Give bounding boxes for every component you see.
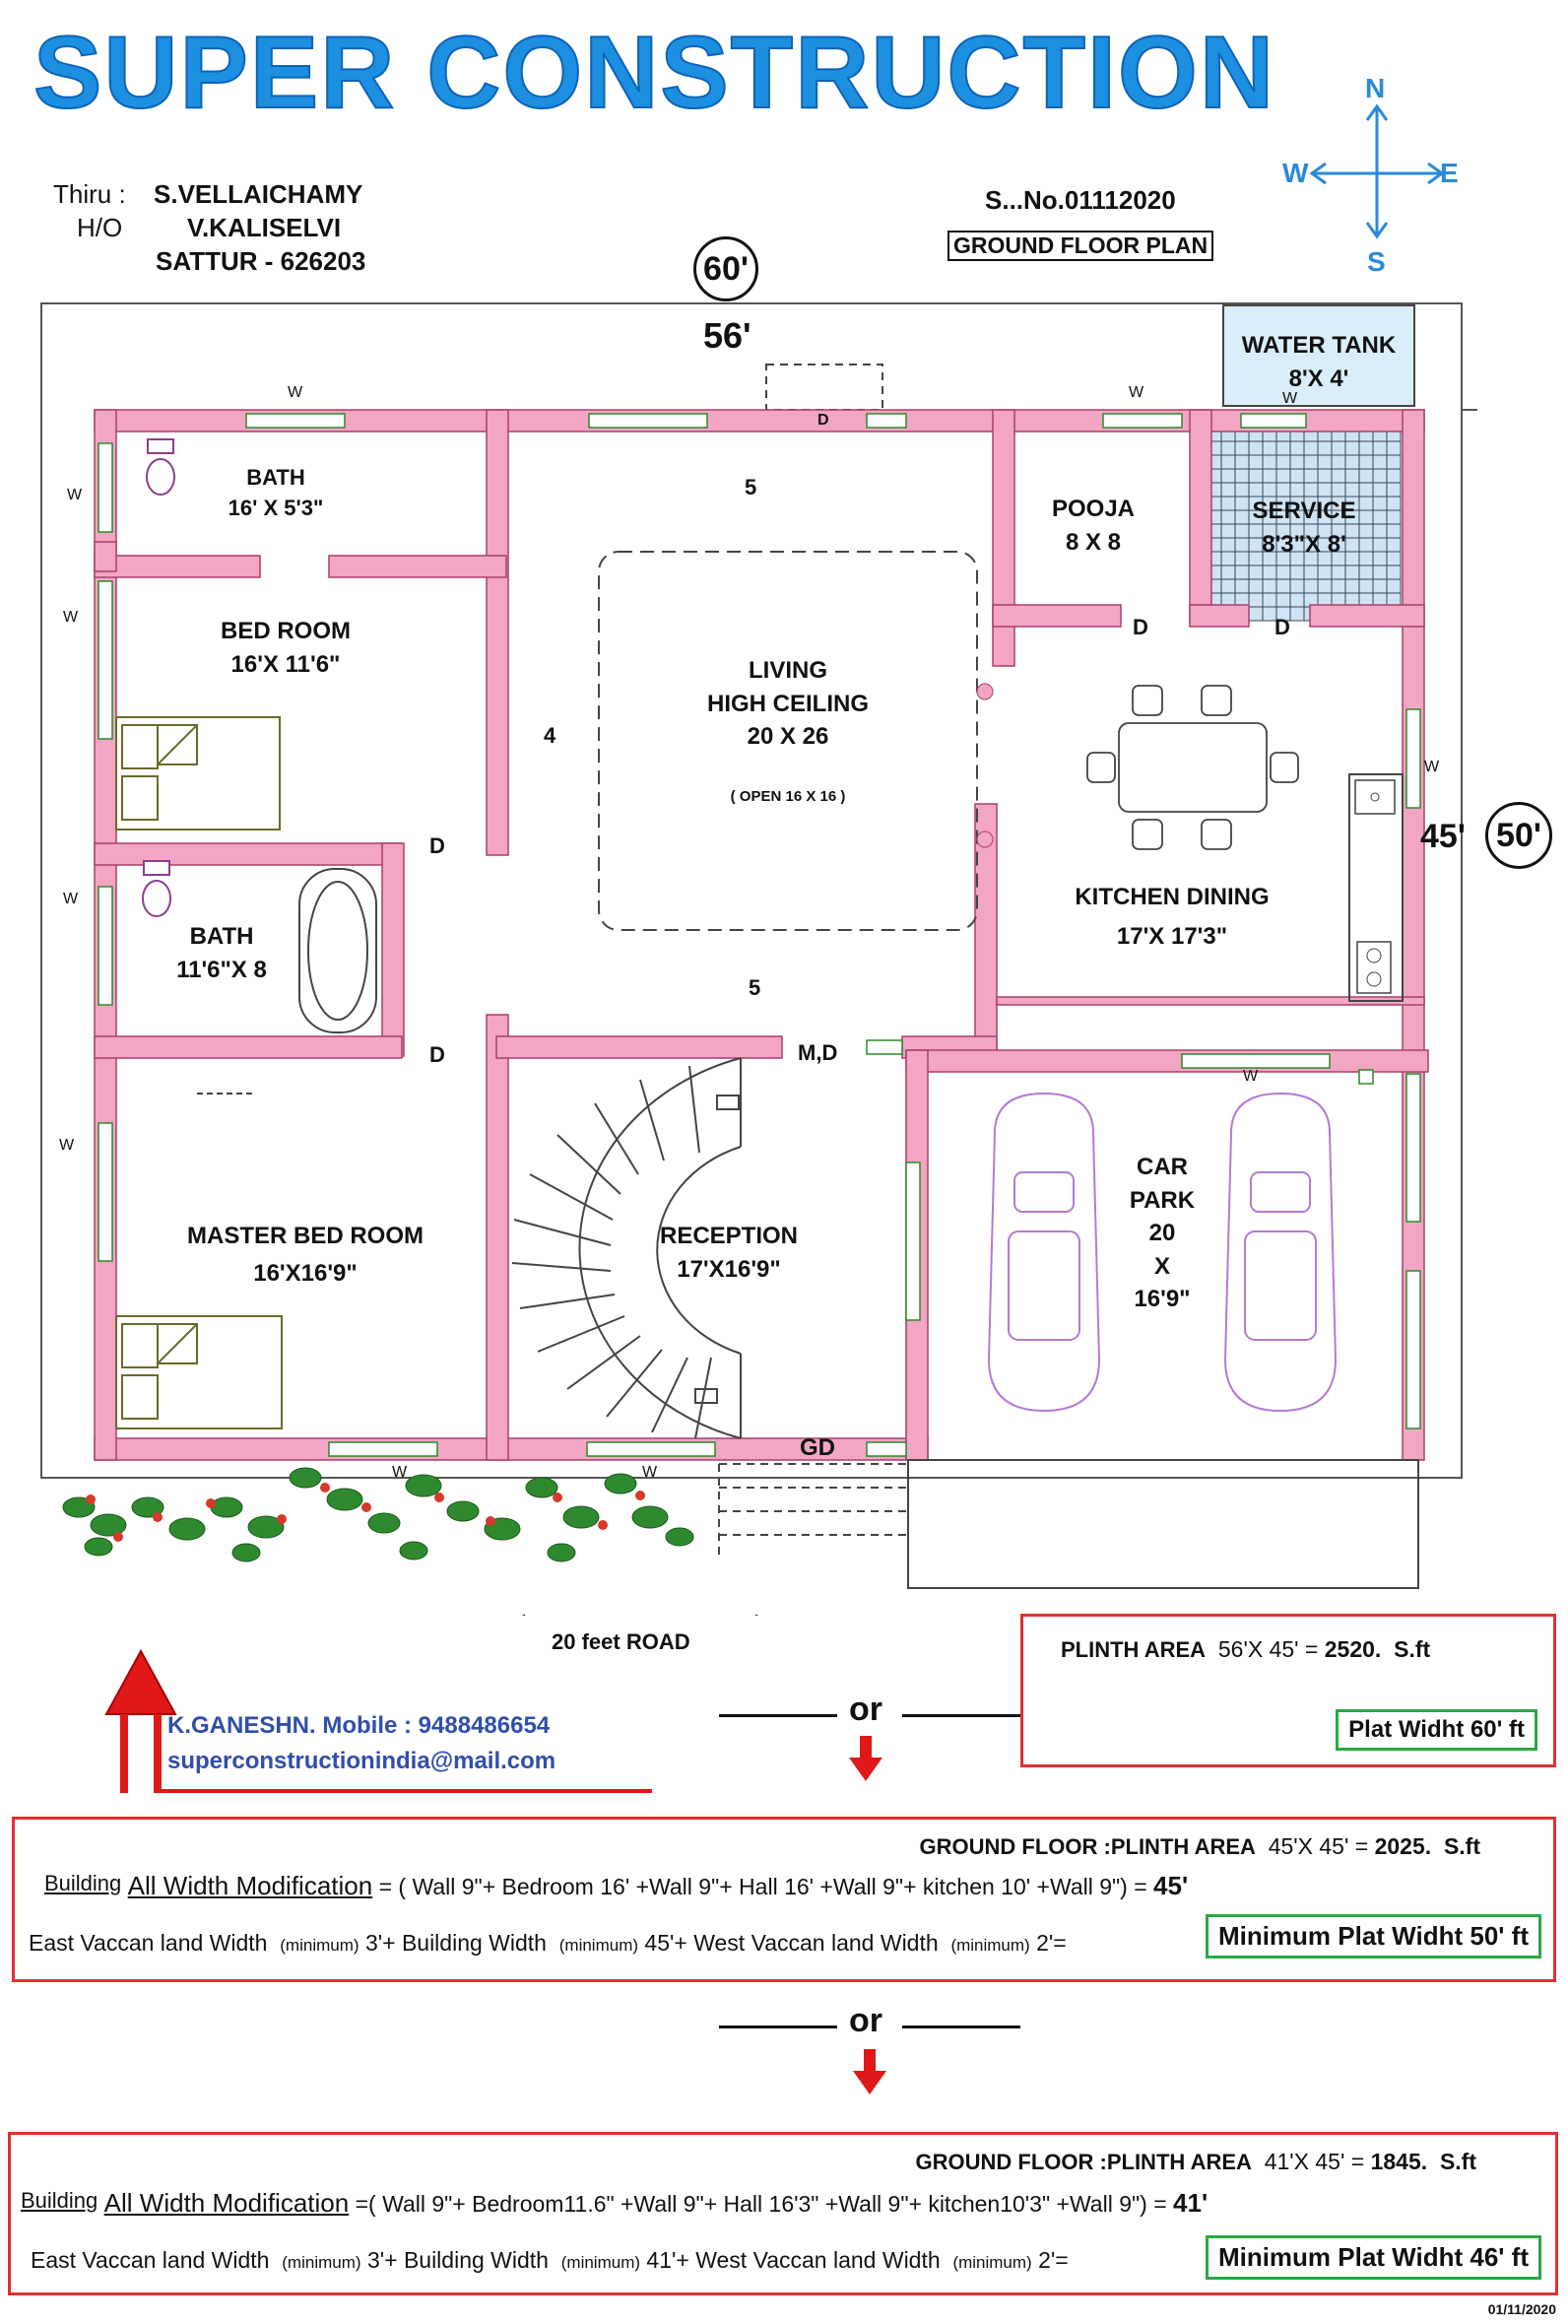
or-separator: or [849,1691,882,1728]
option3-modification: Building All Width Modification =( Wall 9"+ Bedroom11.6" +Wall 9"+ Hall 16'3" +Wall 9"+ kitchen10'3" +Wall 9") = 41' [21,2188,1209,2218]
window-mark: W [288,384,303,401]
window-mark: W [1424,759,1440,775]
room-reception: RECEPTION 17'X16'9" [659,1223,798,1283]
option3-plinth: GROUND FLOOR :PLINTH AREA 41'X 45' = 1845. S.ft [915,2149,1476,2174]
window-mark: W [67,487,83,503]
door-mark: D [1133,615,1148,639]
option2-box [12,1817,1556,1982]
plan-date: 01/11/2020 [1487,2301,1556,2317]
room-water-tank: WATER TANK 8'X 4' [1241,332,1397,392]
room-bath-mid: BATH 11'6"X 8 [176,923,267,983]
option1-box [1020,1614,1556,1767]
room-kitchen: KITCHEN DINING 17'X 17'3" [1075,884,1270,950]
door-mark: D [817,412,829,429]
or-separator: or [849,2002,882,2039]
option2-plat-width: Minimum Plat Widht 50' ft [1206,1914,1541,1959]
room-living: LIVING HIGH CEILING 20 X 26 [706,657,869,751]
compass-s: S [1367,246,1386,277]
client-place: SATTUR - 626203 [156,246,366,276]
ho-name: V.KALISELVI [187,213,342,242]
window-mark: W [63,609,79,626]
door-mark: D [429,833,445,858]
room-master: MASTER BED ROOM 16'X16'9" [187,1223,424,1287]
plot-depth-circle: 50' [1485,802,1552,869]
garden-plants [63,1468,693,1561]
living-open-note: ( OPEN 16 X 16 ) [730,788,846,805]
door-mark: D [429,1042,445,1067]
ho-label: H/O [77,213,123,242]
car-porch [908,1460,1418,1588]
room-pooja: POOJA 8 X 8 [1051,496,1136,556]
room-service: SERVICE 8'3"X 8' [1252,498,1356,558]
contact-email[interactable]: superconstructionindia@mail.com [167,1748,556,1774]
client-name: S.VELLAICHAMY [154,179,363,209]
building-width: 56' [703,315,751,356]
window-mark: W [1243,1068,1259,1085]
thiru-label: Thiru : [53,179,126,209]
window-mark: W [1282,390,1298,407]
room-bath-top: BATH 16' X 5'3" [228,465,324,520]
down-arrow-icon [853,2049,886,2096]
step-mark: 5 [745,475,757,499]
option3-plat-width: Minimum Plat Widht 46' ft [1206,2235,1541,2280]
plot-width-circle: 60' [693,236,758,301]
option1-plat-width: Plat Widht 60' ft [1336,1709,1537,1751]
room-car-park: CAR PARK 20 X 16'9" [1129,1154,1196,1313]
step-mark: 5 [749,975,761,1000]
dining-table [1087,686,1298,849]
option2-land-width: East Vaccan land Width (minimum) 3'+ Building Width (minimum) 45'+ West Vaccan land Width (minimum) 2'= [29,1930,1067,1956]
door-mark: D [1274,615,1290,639]
company-title: SUPER CONSTRUCTION [33,16,1275,130]
window-mark: W [392,1464,408,1481]
option2-modification: Building All Width Modification = ( Wall 9"+ Bedroom 16' +Wall 9"+ Hall 16' +Wall 9"+ kitchen 10' +Wall 9") = 45' [44,1871,1189,1900]
compass-n: N [1365,73,1386,103]
down-arrow-icon [849,1736,882,1783]
compass-e: E [1440,158,1459,188]
serial-number: S...No.01112020 [985,185,1176,215]
option3-box [8,2132,1558,2295]
option1-plinth: PLINTH AREA 56'X 45' = 2520. S.ft [1061,1636,1431,1662]
step-mark: 4 [544,723,556,748]
bed-furniture [116,717,282,1428]
contact-name: K.GANESHN. Mobile : 9488486654 [167,1712,551,1739]
window-mark: W [1129,384,1144,401]
option3-land-width: East Vaccan land Width (minimum) 3'+ Building Width (minimum) 41'+ West Vaccan land Width (minimum) 2'= [31,2247,1069,2273]
window-mark: W [642,1464,658,1481]
room-bed: BED ROOM 16'X 11'6" [221,618,351,678]
plan-title: GROUND FLOOR PLAN [947,231,1213,261]
compass-w: W [1282,158,1309,188]
road-label: 20 feet ROAD [552,1629,690,1654]
garage-door-mark: GD [800,1434,835,1461]
building-depth: 45' [1420,818,1466,855]
option2-plinth: GROUND FLOOR :PLINTH AREA 45'X 45' = 2025. S.ft [919,1833,1480,1859]
window-mark: W [63,891,79,907]
main-door-mark: M,D [798,1040,838,1065]
window-mark: W [59,1137,75,1154]
